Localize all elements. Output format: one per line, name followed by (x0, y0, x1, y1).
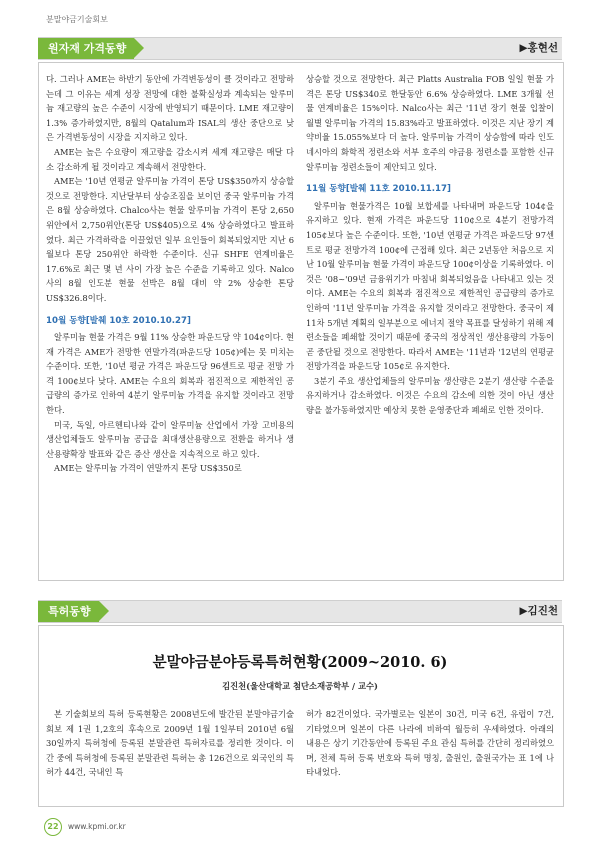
section-bar-patents (38, 600, 562, 623)
paragraph: 허가 82건이었다. 국가별로는 일본이 30건, 미국 6건, 유럽이 7건, 기타였으며 일본이 다른 나라에 비하여 월등히 우세하였다. 아래의 내용은 상기 기간동안에 등록된 주요 관심 특허를 간단히 정리하였으며, 전체 특허 등록 번호와 특허 명칭, 출원인, 출원국가는 표 1에 나타내었다. (306, 709, 554, 778)
section-title: 원자재 가격동향 (38, 38, 134, 59)
journal-header-label: 분말야금기술회보 (46, 15, 108, 24)
page-number: 22 (44, 818, 62, 836)
right-column (306, 72, 554, 418)
paragraph: 상승할 것으로 전망한다. 최근 Platts Australia FOB 일일 현물 가격은 톤당 US$340로 한달동안 6.6% 상승하였다. LME 3개월 선물 연계비율은 15%이다. Nalco사는 최근 '11년 장기 현물 입찰이 월별 알루미늄 가격의 15.83%라고 발표하였다. 이것은 지난 장기 계약비율 15.055%보다 더 높다. 알루미늄 가격이 상승함에 따라 인도네시아의 화학적 정련소와 서부 호주의 야금용 정련소를 포함한 신규 알루미늄 정련소들이 제안되고 있다. (306, 74, 554, 172)
footer-url: www.kpmi.or.kr (68, 822, 126, 831)
section-title: 특허동향 (38, 601, 99, 622)
paragraph: AME는 높은 수요량이 재고량을 감소시켜 세계 재고량은 매달 다소 감소하게 될 것이라고 계속해서 전망한다. (46, 146, 294, 172)
article-title: 분말야금분야등록특허현황(2009~2010. 6) (152, 654, 448, 671)
paragraph: AME는 알루미늄 가격이 연말까지 톤당 US$350로 (54, 463, 242, 474)
article-right-column (306, 707, 554, 780)
paragraph: 알루미늄 현물가격은 10월 보합세를 나타내며 파운드당 104¢을 유지하고 있다. 현재 가격은 파운드당 110¢으로 4분기 전망가격 105¢보다 높은 수준이다. 또한, '10년 연평균 가격은 파운드당 97센트로 평균 전망가격 100¢에 근접해 있다. 최근 2년동안 처음으로 지난 10월 알루미늄 현물 가격이 파운드당 100¢이상을 기록하였다. 이것은 '08~'09년 금융위기가 마침내 회복되었음을 나타내고 있는 것이다. AME는 수요의 회복과 점진적으로 제한적인 공급량의 증가로 인하여 '11년 알루미늄 가격을 유지할 것이라고 전망한다. 중국이 제11차 5개년 계획의 일부분으로 에너지 절약 목표를 달성하기 위해 제련소들을 폐쇄할 것이기 때문에 중국의 정상적인 생산용량의 가동이 곧 중단될 것으로 전망한다. 따라서 AME는 '11년과 '12년의 연평균 전망가격을 파운드당 105¢로 유지한다. (306, 200, 554, 372)
paragraph: 알루미늄 현물 가격은 9월 11% 상승한 파운드당 약 104¢이다. 현재 가격은 AME가 전망한 연말가격(파운드당 105¢)에는 못 미치는 수준이다. 또한, '10년 평균 가격은 파운드당 96센트로 평균 전망 가격 100¢보다 낮다. AME는 수요의 회복과 점진적으로 제한적인 공급량의 증가로 인하여 4분기 알루미늄 가격을 유지할 것이라고 전망한다. (46, 332, 294, 416)
section-author: ▶홍현선 (519, 42, 558, 54)
paragraph: 미국, 독일, 아르헨티나와 같이 알루미늄 산업에서 가장 고비용의 생산업체들도 알루미늄 공급을 최대생산용량으로 전환을 하거나 생산용량확장 발표와 같은 증산 생산을 지속적으로 하고 있다. (46, 419, 294, 459)
left-column (46, 72, 294, 476)
article-left-column (46, 707, 294, 780)
subheading-november: 11월 동향[발췌 11호 2010.11.17] (306, 184, 451, 195)
article-byline: 김진천(울산대학교 첨단소재공학부 / 교수) (222, 681, 378, 691)
paragraph: 본 기술회보의 특허 등록현황은 2008년도에 발간된 분말야금기술회보 제 1권 1,2호의 후속으로 2009년 1월 1일부터 2010년 6월 30일까지 특허청에 등록된 분말관련 특허자료를 정리한 것이다. 이간 중에 특허청에 등록된 분말관련 특허는 총 126건으로 외국인의 특허가 44건, 국내인 특 (46, 709, 294, 778)
section-author: ▶김진천 (519, 605, 558, 617)
paragraph: AME는 '10년 연평균 알루미늄 가격이 톤당 US$350까지 상승할 것으로 전망한다. 지난달부터 상승조짐을 보이던 중국 알루미늄 가격은 8월 상승하였다. Chalco사는 현물 알루미늄 가격이 톤당 2,650위안에서 2,750위안(톤당 US$405)으로 4% 상승하였다고 발표하였다. 최근 가격하락을 이끌었던 일부 요인들이 회복되었지만 지난 6월보다 톤당 250위안 하락한 수준이다. 신규 SHFE 연계비율은 17.6%로 최근 몇 년 사이 가장 높은 수준을 기록하고 있다. Nalco사의 8월 인도분 현물 선박은 8월 대비 약 2% 상승한 톤당 US$326.8이다. (46, 176, 294, 303)
paragraph: 다. 그러나 AME는 하반기 동안에 가격변동성이 클 것이라고 전망하는데 그 이유는 세계 성장 전망에 대한 불확실성과 계속되는 알루미늄 재고량의 높은 수준이 시장에 반영되기 때문이다. LME 재고량이 1.3% 증가하였지만, 8월의 Qatalum과 ISAL의 생산 중단으로 낮은 가격변동성이 시장을 지지하고 있다. (46, 74, 294, 143)
paragraph: 3분기 주요 생산업체들의 알루미늄 생산량은 2분기 생산량 수준을 유지하거나 감소하였다. 이것은 수요의 감소에 의한 것이 아닌 생산량을 불가동하였지만 예상치 못한 운영중단과 폐쇄로 인한 것이다. (306, 375, 554, 416)
section-bar-raw-materials (38, 37, 562, 60)
subheading-october: 10월 동향[발췌 10호 2010.10.27] (46, 315, 191, 326)
